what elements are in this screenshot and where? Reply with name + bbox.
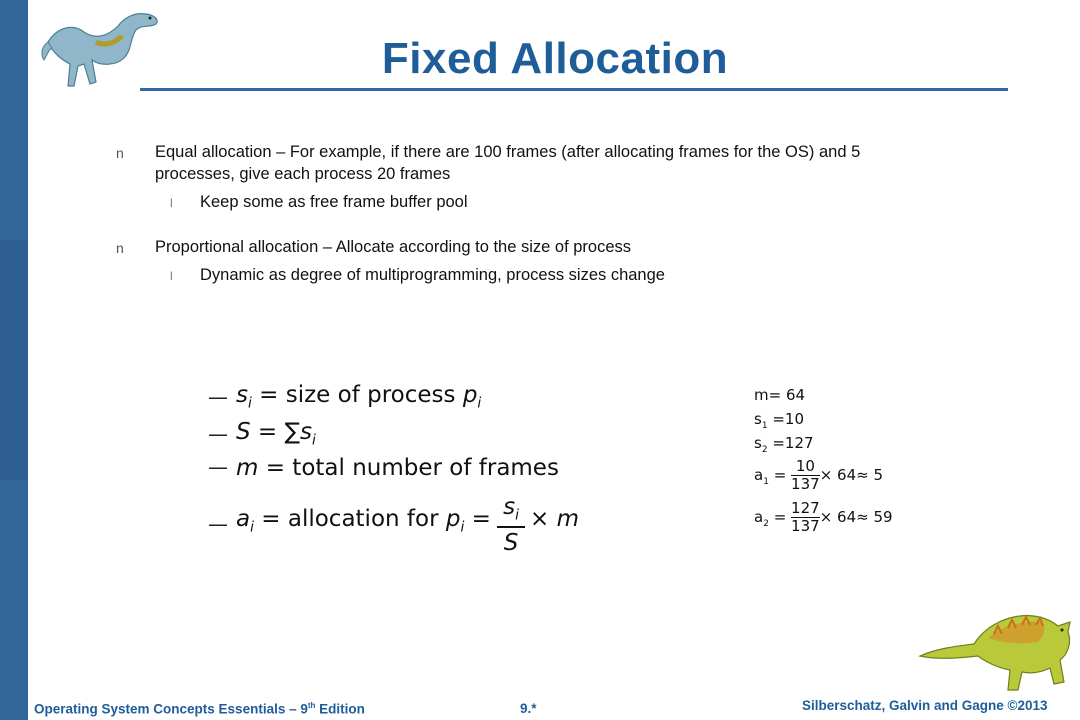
example-a1: $a_1$ = $\frac{10}{137}$ × 64≈ 5 (754, 457, 883, 493)
formula-times-m: × m (530, 506, 579, 532)
dinosaur-illustration-icon (918, 598, 1074, 698)
left-sidebar-bar (0, 0, 28, 720)
formula-ai-definition: $a_i$ = allocation for $p_i$ = (236, 506, 491, 536)
formula-dash: — (208, 455, 228, 479)
bullet-marker: n (116, 240, 124, 256)
sidebar-segment-2 (0, 240, 28, 480)
formula-dash: — (208, 512, 228, 536)
footer-book-title: Operating System Concepts Essentials – 9th Edition (34, 701, 365, 717)
bullet-marker: n (116, 145, 124, 161)
example-m: m= 64 (754, 386, 806, 404)
sub-bullet-marker: l (170, 196, 173, 210)
formula-dash: — (208, 422, 228, 446)
bullet-text-equal-allocation-line2: processes, give each process 20 frames (155, 165, 451, 183)
footer-slide-number: 9.* (520, 701, 537, 716)
example-a2: $a_2$ = $\frac{127}{137}$ × 64≈ 59 (754, 499, 893, 535)
formula-m-definition: m = total number of frames (236, 455, 559, 481)
example-s2: $s_2 =127$ (754, 434, 814, 455)
formula-si-definition: $s_i$ = size of process $p_i$ (236, 382, 482, 412)
sub-bullet-text-dynamic: Dynamic as degree of multiprogramming, process sizes change (200, 266, 665, 284)
slide-title: Fixed Allocation (381, 34, 729, 83)
formula-dash: — (208, 385, 228, 409)
formula-fraction-si-over-S: $s_i$ S (497, 494, 525, 556)
title-underline (140, 88, 1008, 91)
bullet-text-equal-allocation-line1: Equal allocation – For example, if there are 100 frames (after allocating frames for the OS) and 5 (155, 143, 861, 161)
sub-bullet-marker: l (170, 269, 173, 283)
footer-authors: Silberschatz, Galvin and Gagne ©2013 (802, 698, 1048, 713)
sidebar-segment-3 (0, 480, 28, 720)
example-s1: $s_1 =10$ (754, 410, 804, 431)
formula-S-sum: $S = \sum s_i$ (236, 419, 316, 449)
sub-bullet-text-free-frame-pool: Keep some as free frame buffer pool (200, 193, 468, 211)
bullet-text-proportional-allocation: Proportional allocation – Allocate according to the size of process (155, 238, 632, 256)
